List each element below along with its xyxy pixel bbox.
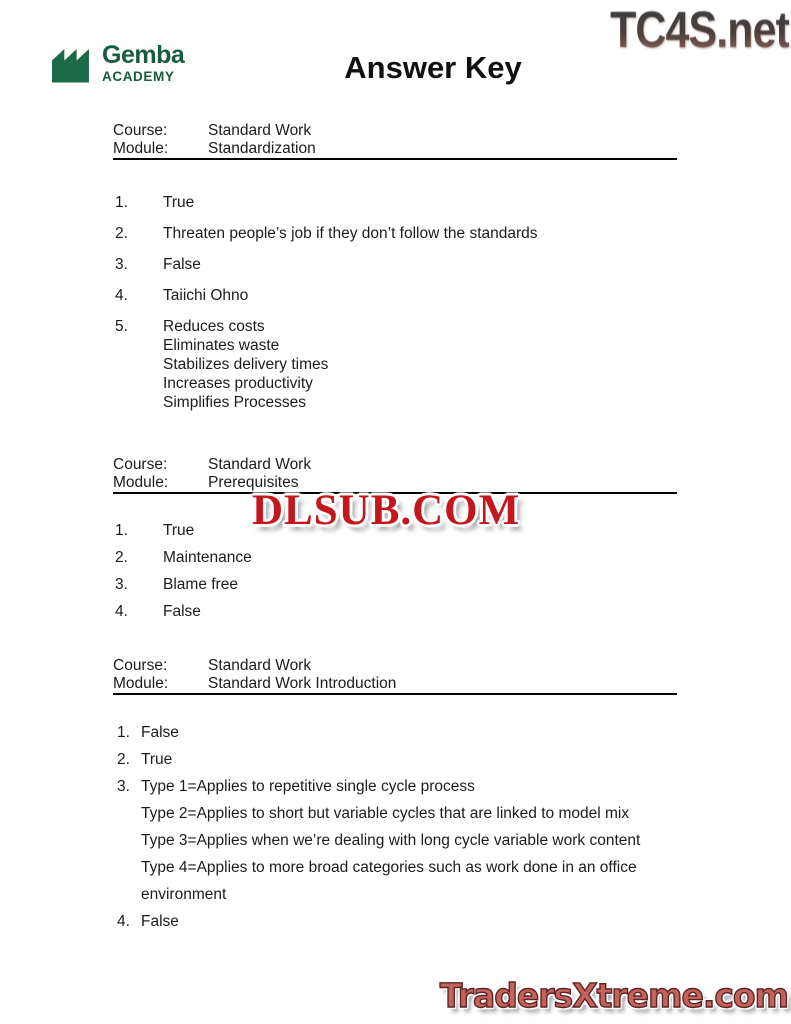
answer-line: environment <box>141 886 227 903</box>
answer-number: 1. <box>117 724 130 741</box>
answer-item <box>117 723 679 750</box>
course-row <box>113 122 677 140</box>
answer-item <box>115 286 677 305</box>
module-label: Module: <box>113 140 169 157</box>
gemba-logo-name: Gemba <box>102 41 185 69</box>
answer-text: Taiichi Ohno <box>163 287 249 304</box>
module-value: Standardization <box>208 140 316 157</box>
answer-text: True <box>163 194 195 211</box>
answer-text: False <box>163 256 201 273</box>
answer-number: 2. <box>115 549 128 566</box>
answer-text: False <box>163 603 201 620</box>
watermark-dlsub: DLSUB.COM <box>252 487 521 534</box>
module-row <box>113 140 677 158</box>
answer-item <box>117 750 679 777</box>
answer-number: 5. <box>115 318 128 335</box>
answer-list-standard-work-introduction <box>117 723 679 939</box>
answer-number: 1. <box>115 194 128 211</box>
answer-item <box>117 777 679 912</box>
answer-text: True <box>141 751 173 768</box>
answer-number: 4. <box>117 913 130 930</box>
answer-item <box>115 575 677 594</box>
course-value: Standard Work <box>208 456 312 473</box>
course-row <box>113 456 677 474</box>
answer-line: Eliminates waste <box>163 337 280 354</box>
answer-item <box>115 224 677 243</box>
module-value: Standard Work Introduction <box>208 675 397 692</box>
answer-text-multiline <box>163 317 328 412</box>
answer-item <box>115 317 677 412</box>
answer-item <box>115 521 677 540</box>
module-label: Module: <box>113 474 169 491</box>
section-header-standard-work-introduction <box>113 657 677 695</box>
module-label: Module: <box>113 675 169 692</box>
answer-line: Simplifies Processes <box>163 394 306 411</box>
answer-item <box>115 548 677 567</box>
answer-list-standardization <box>115 193 677 424</box>
answer-number: 3. <box>117 778 130 795</box>
answer-text: Blame free <box>163 576 238 593</box>
gemba-logo-subtitle: ACADEMY <box>102 69 175 84</box>
answer-text: Threaten people’s job if they don’t follow the standards <box>163 225 538 242</box>
course-label: Course: <box>113 657 168 674</box>
module-value: Prerequisites <box>208 474 299 491</box>
section-header-standardization <box>113 122 677 160</box>
answer-line: Type 4=Applies to more broad categories such as work done in an office <box>141 859 637 876</box>
answer-text: Maintenance <box>163 549 252 566</box>
answer-item <box>115 255 677 274</box>
answer-item <box>115 602 677 621</box>
answer-item <box>117 912 679 939</box>
answer-text: True <box>163 522 195 539</box>
answer-number: 4. <box>115 287 128 304</box>
answer-text: False <box>141 724 179 741</box>
answer-number: 2. <box>115 225 128 242</box>
page-title: Answer Key <box>344 50 522 85</box>
course-row <box>113 657 677 675</box>
answer-list-prerequisites <box>115 521 677 629</box>
answer-line: Type 1=Applies to repetitive single cycle process <box>141 778 475 795</box>
answer-text: False <box>141 913 179 930</box>
answer-number: 4. <box>115 603 128 620</box>
answer-line: Reduces costs <box>163 318 265 335</box>
answer-number: 3. <box>115 256 128 273</box>
answer-number: 2. <box>117 751 130 768</box>
answer-number: 1. <box>115 522 128 539</box>
watermark-tradersxtreme: TradersXtreme.com <box>439 976 788 1015</box>
course-value: Standard Work <box>208 122 312 139</box>
answer-line: Type 2=Applies to short but variable cycles that are linked to model mix <box>141 805 630 822</box>
answer-text-multiline <box>141 777 640 912</box>
course-label: Course: <box>113 456 168 473</box>
watermark-tc4s: TC4S.net <box>610 1 789 58</box>
module-row <box>113 675 677 693</box>
answer-line: Stabilizes delivery times <box>163 356 329 373</box>
answer-line: Type 3=Applies when we’re dealing with long cycle variable work content <box>141 832 641 849</box>
course-value: Standard Work <box>208 657 312 674</box>
answer-item <box>115 193 677 212</box>
answer-line: Increases productivity <box>163 375 313 392</box>
course-label: Course: <box>113 122 168 139</box>
answer-number: 3. <box>115 576 128 593</box>
